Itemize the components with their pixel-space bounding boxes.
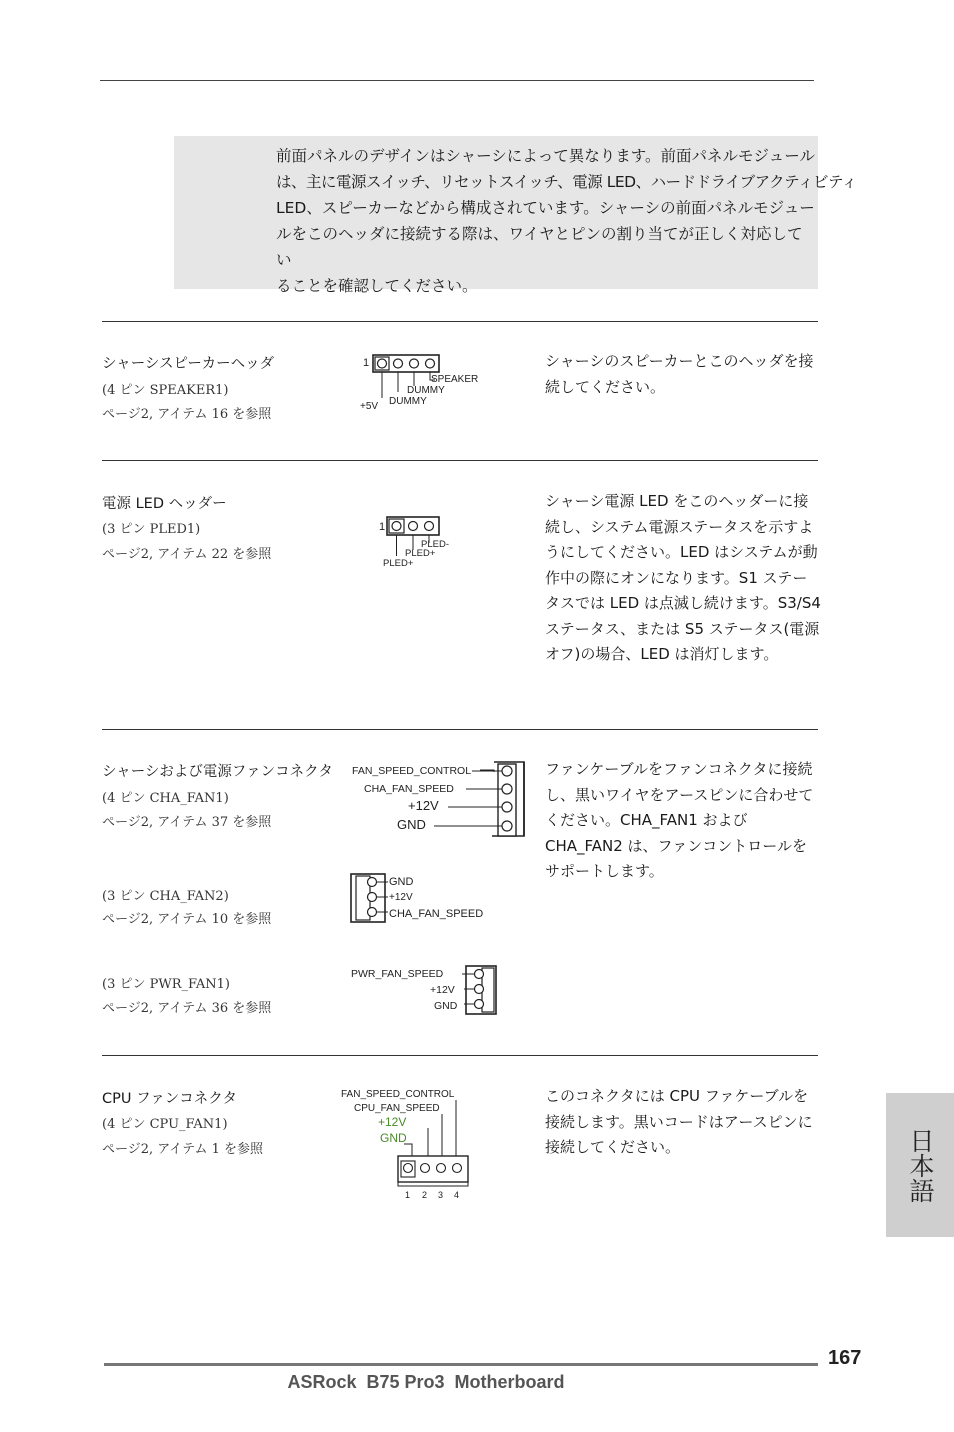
pled-plus-label: PLED+ — [383, 558, 414, 569]
5v-pin-label: +5V — [360, 401, 379, 412]
footer-title: ASRock B75 Pro3 Motherboard — [287, 1372, 565, 1392]
cha-fan-speed-label: CHA_FAN_SPEED — [389, 908, 484, 920]
section-rule — [102, 460, 818, 461]
12v-label: +12V — [430, 984, 455, 996]
cpu-fan-desc: このコネクタには CPU ファケーブルを接続します。黒いコードはアースピンに接続してください。 — [545, 1087, 813, 1156]
pwr-fan1-diagram — [348, 962, 504, 1018]
speaker-header-diagram — [355, 350, 495, 412]
fan-speed-control-label: FAN_SPEED_CONTROL — [352, 765, 472, 777]
speaker-desc: シャーシのスピーカーとこのヘッダを接続してください。 — [545, 352, 814, 396]
gnd-label: GND — [389, 876, 414, 888]
gnd-label: GND — [397, 817, 426, 832]
note-line: ルをこのヘッダに接続する際は、ワイヤとピンの割り当てが正しく対応してい — [276, 225, 803, 269]
note-line: は、主に電源スイッチ、リセットスイッチ、電源 LED、ハードドライブアクティビティ — [276, 173, 857, 191]
pled-desc: シャーシ電源 LED をこのヘッダーに接続し、システム電源ステータスを示すようにしてください。LED はシステムが動作中の際にオンになります。S1 ステータスでは LED は点滅し続けます。S3/S4 ステータス、または S5 ステータス(電源オフ)の場合、LED は消灯します。 — [545, 492, 821, 663]
pwr-fan-speed-label: PWR_FAN_SPEED — [351, 968, 444, 980]
footer-rule — [104, 1363, 818, 1366]
cha-fan-speed-label: CHA_FAN_SPEED — [364, 783, 454, 795]
pin-number: 1 — [405, 1190, 411, 1200]
top-rule — [100, 80, 814, 81]
pin1-label: 1 — [363, 357, 370, 369]
fan-title: シャーシおよび電源ファンコネクタ — [102, 764, 333, 780]
cha-fan1-ref: ページ2, アイテム 37 を参照 — [102, 815, 272, 830]
fan-speed-control-label: FAN_SPEED_CONTROL — [341, 1089, 455, 1100]
pin-number: 3 — [438, 1190, 444, 1200]
speaker-title: シャーシスピーカーヘッダ — [102, 356, 275, 372]
cpu-fan-ref: ページ2, アイテム 1 を参照 — [102, 1142, 263, 1157]
pled-minus-label: PLED- — [421, 539, 449, 550]
section-rule — [102, 1055, 818, 1056]
note-line: ることを確認してください。 — [276, 277, 478, 295]
pin-number: 2 — [422, 1190, 428, 1200]
12v-label: +12V — [378, 1115, 407, 1129]
cpu-fan-speed-label: CPU_FAN_SPEED — [354, 1103, 440, 1114]
page-number: 167 — [828, 1347, 862, 1369]
cha-fan1-diagram — [348, 758, 530, 842]
cha-fan2-diagram — [348, 870, 508, 926]
gnd-label: GND — [380, 1131, 407, 1145]
pled-plus-label: PLED+ — [405, 548, 436, 559]
pled-pins: (3 ピン PLED1) — [102, 522, 201, 537]
pwr-fan1-pins: (3 ピン PWR_FAN1) — [102, 977, 231, 992]
cpu-fan-pins: (4 ピン CPU_FAN1) — [102, 1117, 228, 1132]
speaker-pin-label: SPEAKER — [431, 374, 479, 385]
pin1-label: 1 — [379, 521, 386, 533]
note-text — [276, 143, 857, 299]
fan-desc: ファンケーブルをファンコネクタに接続し、黒いワイヤをアースピンに合わせてください。CHA_FAN1 および CHA_FAN2 は、ファンコントロールをサポートします。 — [545, 760, 814, 880]
dummy-pin-label: DUMMY — [389, 396, 427, 407]
pled-title: 電源 LED ヘッダー — [102, 496, 227, 512]
section-rule — [102, 321, 818, 322]
speaker-ref: ページ2, アイテム 16 を参照 — [102, 407, 272, 422]
pin-number: 4 — [454, 1190, 460, 1200]
12v-label: +12V — [389, 892, 413, 903]
note-line: 前面パネルのデザインはシャーシによって異なります。前面パネルモジュール — [276, 147, 815, 165]
cha-fan2-pins: (3 ピン CHA_FAN2) — [102, 889, 229, 904]
pled-ref: ページ2, アイテム 22 を参照 — [102, 547, 272, 562]
pled-header-diagram — [375, 512, 465, 572]
12v-label: +12V — [408, 798, 439, 813]
cha-fan1-pins: (4 ピン CHA_FAN1) — [102, 791, 229, 806]
note-line: LED、スピーカーなどから構成されています。シャーシの前面パネルモジュー — [276, 199, 815, 217]
speaker-pins: (4 ピン SPEAKER1) — [102, 383, 229, 398]
language-tab-label: 日本語 — [906, 1127, 935, 1203]
pwr-fan1-ref: ページ2, アイテム 36 を参照 — [102, 1001, 272, 1016]
section-rule — [102, 729, 818, 730]
cha-fan2-ref: ページ2, アイテム 10 を参照 — [102, 912, 272, 927]
cpu-fan-diagram — [338, 1084, 478, 1202]
cpu-fan-title: CPU ファンコネクタ — [102, 1091, 238, 1107]
gnd-label: GND — [434, 1000, 458, 1012]
dummy-pin-label: DUMMY — [407, 385, 445, 396]
